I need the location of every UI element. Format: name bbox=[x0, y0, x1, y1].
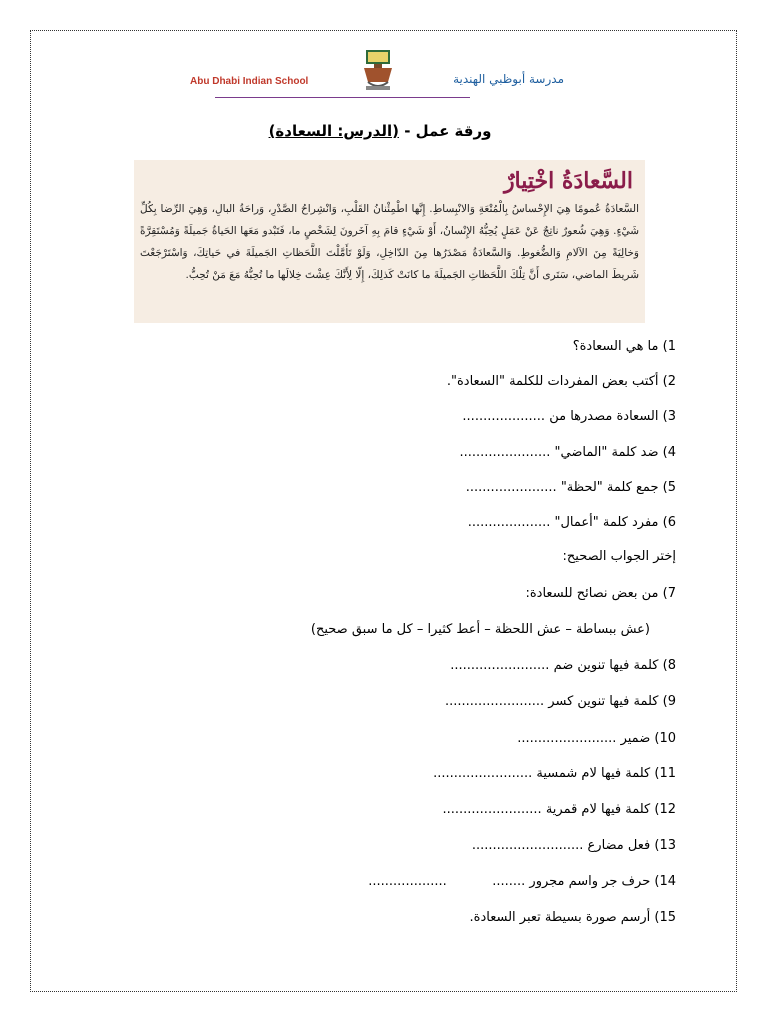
question-14 bbox=[442, 800, 676, 820]
question-number: 7) bbox=[662, 586, 676, 601]
worksheet-title-lesson: (الدرس: السعادة) bbox=[268, 122, 399, 140]
question-6 bbox=[468, 513, 676, 533]
question-text: ضمير bbox=[620, 731, 651, 746]
answer-blank[interactable]: ........................ bbox=[450, 658, 550, 673]
answer-blank[interactable]: ........................ bbox=[442, 802, 542, 817]
question-text: السعادة مصدرها من bbox=[549, 409, 659, 424]
question-17 bbox=[470, 908, 676, 928]
question-1 bbox=[573, 337, 676, 357]
question-2 bbox=[447, 372, 676, 392]
question-3 bbox=[462, 407, 676, 427]
question-text: كلمة فيها لام شمسية bbox=[536, 766, 651, 781]
question-8 bbox=[525, 584, 676, 604]
question-text: (عش ببساطة – عش اللحظة – أعط كثيرا – كل ما سبق صحيح) bbox=[310, 622, 650, 637]
question-number: 12) bbox=[654, 802, 676, 817]
answer-blank[interactable]: ........................ bbox=[444, 694, 545, 709]
question-text: جمع كلمة "لحظة" bbox=[560, 480, 659, 495]
question-text: أكتب بعض المفردات للكلمة "السعادة". bbox=[446, 374, 659, 389]
question-text: ضد كلمة "الماضي" bbox=[554, 445, 659, 460]
reading-text: السَّعادَةُ عُمومًا هِيَ الإِحْساسُ بِالْمُتْعَةِ وَالانْبِساطِ. إِنَّها اطْمِئْنانُ القَلْبِ، وَانْشِراحُ الصَّدْرِ، وَراحَةُ البالِ، وَهِيَ الرِّضا بِكُلِّ شَيْءٍ. وَهِيَ شُعورٌ ناتِجٌ عَنْ عَمَلٍ يُحِبُّهُ الإِنْسانُ، أَوْ شَيْءٍ قامَ بِهِ آخَرونَ لِشَخْصٍ ما، فَتَبْدو مَعَها الحَياةُ جَميلَةً وَمُسْتَقِرَّةً وَخالِيَةً مِنَ الآلامِ وَالضُّغوطِ. وَالسَّعادَةُ مَصْدَرُها مِنَ الدّاخِلِ، وَلَوْ تَأَمَّلْتَ اللَّحَظاتِ الجَميلَةَ في حَياتِكَ، وَاسْتَرْجَعْتَ شَريطَ الماضي، سَتَرى أَنَّ تِلْكَ اللَّحَظاتِ الجَميلَةَ ما كانَتْ كَذلِكَ، إِلّا لِأَنَّكَ عِشْتَ خِلالَها ما تُحِبُّهُ مَعَ مَنْ تُحِبُّ. bbox=[140, 203, 639, 281]
question-number: 4) bbox=[662, 445, 676, 460]
question-text: إختر الجواب الصحيح: bbox=[562, 549, 676, 564]
question-text: مفرد كلمة "أعمال" bbox=[554, 515, 659, 530]
question-number: 9) bbox=[662, 694, 676, 709]
question-13 bbox=[433, 764, 676, 784]
question-number: 3) bbox=[662, 409, 676, 424]
worksheet-title-main: ورقة عمل - bbox=[398, 122, 492, 140]
question-text: كلمة فيها تنوين ضم bbox=[553, 658, 659, 673]
question-text: ما هي السعادة؟ bbox=[572, 339, 659, 354]
question-11 bbox=[445, 692, 676, 712]
question-number: 5) bbox=[662, 480, 676, 495]
question-9 bbox=[311, 620, 650, 640]
school-name-arabic: مدرسة أبوظبي الهندية bbox=[453, 72, 564, 86]
question-15 bbox=[472, 836, 676, 856]
question-4 bbox=[459, 443, 676, 463]
question-5 bbox=[466, 478, 676, 498]
question-16 bbox=[368, 872, 676, 892]
answer-blank[interactable]: .................... bbox=[462, 409, 546, 424]
question-number: 10) bbox=[654, 731, 676, 746]
question-7 bbox=[563, 547, 676, 567]
question-number: 14) bbox=[654, 874, 676, 889]
question-text: أرسم صورة بسيطة تعبر السعادة. bbox=[469, 910, 651, 925]
question-number: 1) bbox=[662, 339, 676, 354]
question-number: 11) bbox=[654, 766, 676, 781]
reading-title: السَّعادَةُ اخْتِيارٌ bbox=[503, 168, 633, 194]
question-text: كلمة فيها تنوين كسر bbox=[548, 694, 659, 709]
question-10 bbox=[450, 656, 676, 676]
question-text: فعل مضارع bbox=[587, 838, 651, 853]
question-number: 2) bbox=[662, 374, 676, 389]
answer-blank[interactable]: ........................ bbox=[433, 766, 533, 781]
school-header bbox=[190, 46, 610, 98]
header-divider bbox=[215, 97, 470, 98]
answer-blank[interactable]: ...................... bbox=[465, 480, 557, 495]
question-text: حرف جر واسم مجرور bbox=[529, 874, 651, 889]
question-text: من بعض نصائح للسعادة: bbox=[525, 586, 659, 601]
answer-blank[interactable]: ........ ................... bbox=[368, 874, 526, 889]
question-number: 15) bbox=[654, 910, 676, 925]
school-crest-logo bbox=[360, 48, 396, 94]
question-12 bbox=[517, 729, 676, 749]
question-number: 8) bbox=[662, 658, 676, 673]
reading-passage-box bbox=[134, 160, 645, 323]
school-name-english: Abu Dhabi Indian School bbox=[190, 76, 309, 87]
answer-blank[interactable]: ........................ bbox=[517, 731, 617, 746]
answer-blank[interactable]: ........................... bbox=[471, 838, 584, 853]
question-number: 13) bbox=[654, 838, 676, 853]
question-text: كلمة فيها لام قمرية bbox=[545, 802, 651, 817]
answer-blank[interactable]: ...................... bbox=[459, 445, 551, 460]
question-number: 6) bbox=[662, 515, 676, 530]
answer-blank[interactable]: .................... bbox=[467, 515, 551, 530]
worksheet-title bbox=[230, 122, 530, 140]
